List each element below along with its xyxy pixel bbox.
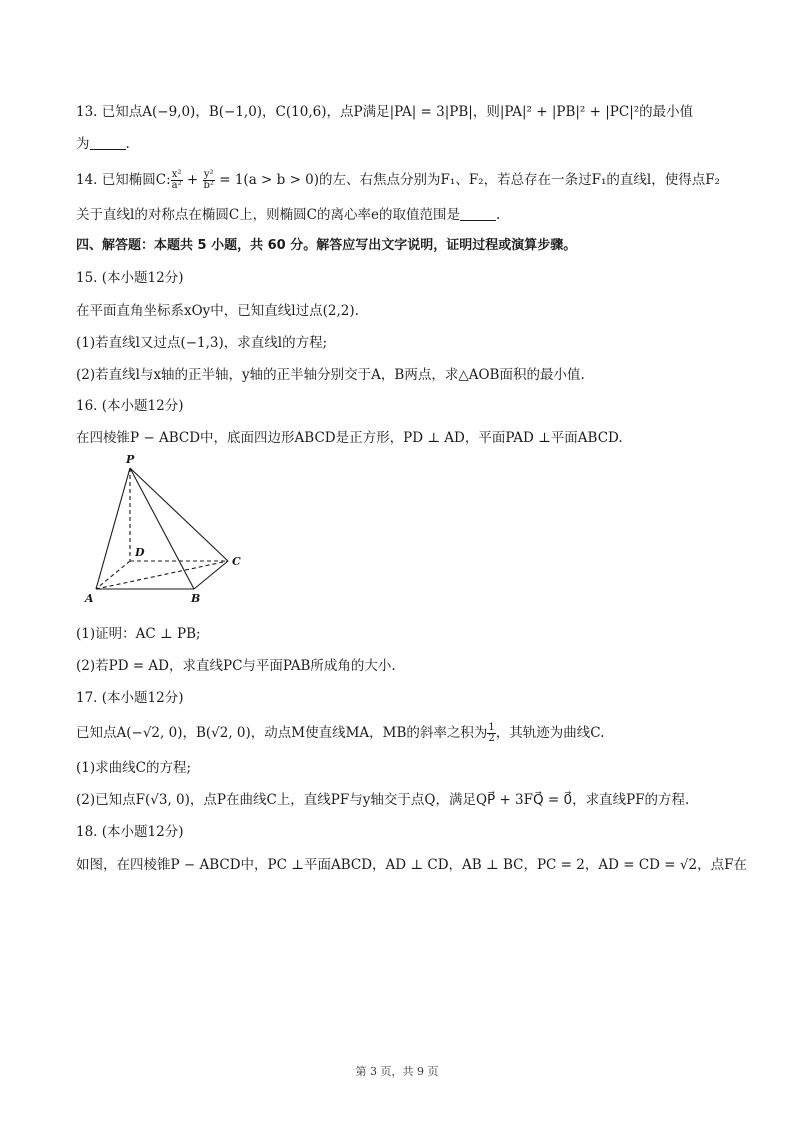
problem-16-q1: (1)证明：AC ⊥ PB; bbox=[76, 626, 201, 642]
problem-13-line2-suffix: . bbox=[125, 136, 130, 152]
problem-16-header: 16. (本小题12分) bbox=[76, 398, 184, 414]
edge-PA bbox=[96, 468, 130, 589]
problem-15-q2: (2)若直线l与x轴的正半轴，y轴的正半轴分别交于A，B两点，求△AOB面积的最小值. bbox=[76, 367, 585, 383]
fraction-numerator: x² bbox=[171, 169, 182, 180]
problem-14-prefix: 14. 已知椭圆C: bbox=[76, 172, 171, 188]
edge-PB bbox=[130, 468, 194, 589]
problem-17-q1: (1)求曲线C的方程; bbox=[76, 760, 192, 776]
vertex-label-P: P bbox=[126, 453, 135, 466]
answer-blank bbox=[460, 206, 496, 221]
problem-18-header: 18. (本小题12分) bbox=[76, 824, 184, 840]
fraction-denominator: b² bbox=[203, 180, 214, 191]
problem-17-stem-suffix: ，其轨迹为曲线C. bbox=[495, 725, 605, 741]
page-footer: 第 3 页，共 9 页 bbox=[355, 1065, 439, 1078]
problem-17-stem bbox=[76, 720, 734, 746]
fraction-y2-b2 bbox=[203, 170, 215, 191]
problem-17-q2: (2)已知点F(√3, 0)，点P在曲线C上，直线PF与y轴交于点Q，满足QP⃗ + 3FQ⃗ = 0⃗，求直线PF的方程. bbox=[76, 792, 690, 808]
section-4-heading: 四、解答题：本题共 5 小题，共 60 分。解答应写出文字说明，证明过程或演算步骤。 bbox=[76, 238, 577, 253]
vertex-label-D: D bbox=[135, 546, 145, 559]
fraction-x2-a2 bbox=[171, 170, 183, 191]
problem-14-line2-prefix: 关于直线l的对称点在椭圆C上，则椭圆C的离心率e的取值范围是 bbox=[76, 207, 460, 223]
fraction-one-half bbox=[487, 723, 495, 744]
problem-14-suffix: = 1(a > b > 0)的左、右焦点分别为F₁、F₂，若总存在一条过F₁的直线l，使得点F₂ bbox=[214, 172, 720, 188]
fraction-denominator: a² bbox=[171, 180, 182, 191]
problem-15-stem: 在平面直角坐标系xOy中，已知直线l过点(2,2). bbox=[76, 303, 359, 319]
fraction-numerator: y² bbox=[203, 169, 214, 180]
problem-13-line1: 13. 已知点A(−9,0)，B(−1,0)，C(10,6)，点P满足|PA| = 3|PB|，则|PA|² + |PB|² + |PC|²的最小值 bbox=[76, 104, 694, 120]
problem-14-line2-suffix: . bbox=[495, 207, 501, 223]
vertex-label-B: B bbox=[191, 592, 201, 605]
fraction-numerator: 1 bbox=[488, 722, 495, 733]
problem-18-stem: 如图，在四棱锥P − ABCD中，PC ⊥平面ABCD，AD ⊥ CD，AB ⊥ BC，PC = 2，AD = CD = √2，点F在 bbox=[76, 857, 747, 873]
plus-sign: + bbox=[182, 172, 203, 188]
problem-13-line2-prefix: 为 bbox=[76, 136, 90, 152]
edge-PC bbox=[130, 468, 228, 561]
vertex-label-A: A bbox=[85, 592, 94, 605]
pyramid-figure bbox=[76, 447, 256, 609]
problem-13-line2 bbox=[76, 134, 734, 154]
edge-DA bbox=[96, 561, 130, 589]
problem-15-header: 15. (本小题12分) bbox=[76, 270, 184, 286]
problem-17-stem-prefix: 已知点A(−√2, 0)，B(√2, 0)，动点M使直线MA，MB的斜率之积为 bbox=[76, 725, 488, 741]
problem-17-header: 17. (本小题12分) bbox=[76, 690, 184, 706]
fraction-denominator: 2 bbox=[488, 733, 495, 744]
problem-16-stem: 在四棱锥P − ABCD中，底面四边形ABCD是正方形，PD ⊥ AD，平面PAD ⊥平面ABCD. bbox=[76, 430, 623, 446]
edge-AC bbox=[96, 561, 228, 589]
edge-BC bbox=[194, 561, 228, 589]
answer-blank bbox=[90, 135, 126, 150]
problem-16-q2: (2)若PD = AD，求直线PC与平面PAB所成角的大小. bbox=[76, 658, 396, 674]
pyramid-diagram bbox=[76, 447, 256, 609]
problem-14-line2 bbox=[76, 205, 734, 225]
problem-15-q1: (1)若直线l又过点(−1,3)，求直线l的方程; bbox=[76, 335, 328, 351]
problem-14-line1 bbox=[76, 167, 734, 193]
vertex-label-C: C bbox=[232, 555, 241, 568]
